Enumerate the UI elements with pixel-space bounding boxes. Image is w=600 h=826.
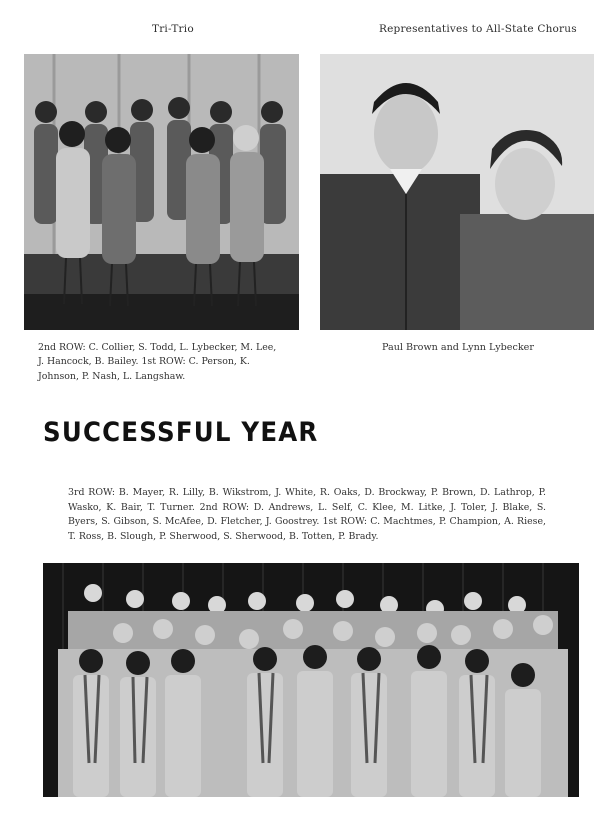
tri-trio-caption: 2nd ROW: C. Collier, S. Todd, L. Lybecker, M. Lee, J. Hancock, B. Bailey. 1st ROW: C. Person, K. Johnson, P. Nash, L. Langshaw. [38, 342, 277, 382]
headline: SUCCESSFUL YEAR [43, 416, 319, 448]
tri-trio-title: Tri-Trio [152, 23, 194, 35]
chorus-photo [43, 563, 579, 797]
all-state-caption: Paul Brown and Lynn Lybecker [382, 342, 534, 353]
all-state-title: Representatives to All-State Chorus [379, 23, 577, 35]
tri-trio-photo [24, 54, 299, 330]
chorus-caption: 3rd ROW: B. Mayer, R. Lilly, B. Wikstrom, J. White, R. Oaks, D. Brockway, P. Brown, D. Lathrop, P. Wasko, K. Bair, T. Turner. 2nd ROW: D. Andrews, L. Self, C. Klee, M. Litke, J. Toler, J. Blake, S. Byers, S. Gibson, S. McAfee, D. Fletcher, J. Goostrey. 1st ROW: C. Machtmes, P. Champion, A. Riese, T. Ross, B. Slough, P. Sherwood, S. Sherwood, B. Totten, P. Brady. [68, 487, 546, 542]
all-state-photo [320, 54, 594, 330]
